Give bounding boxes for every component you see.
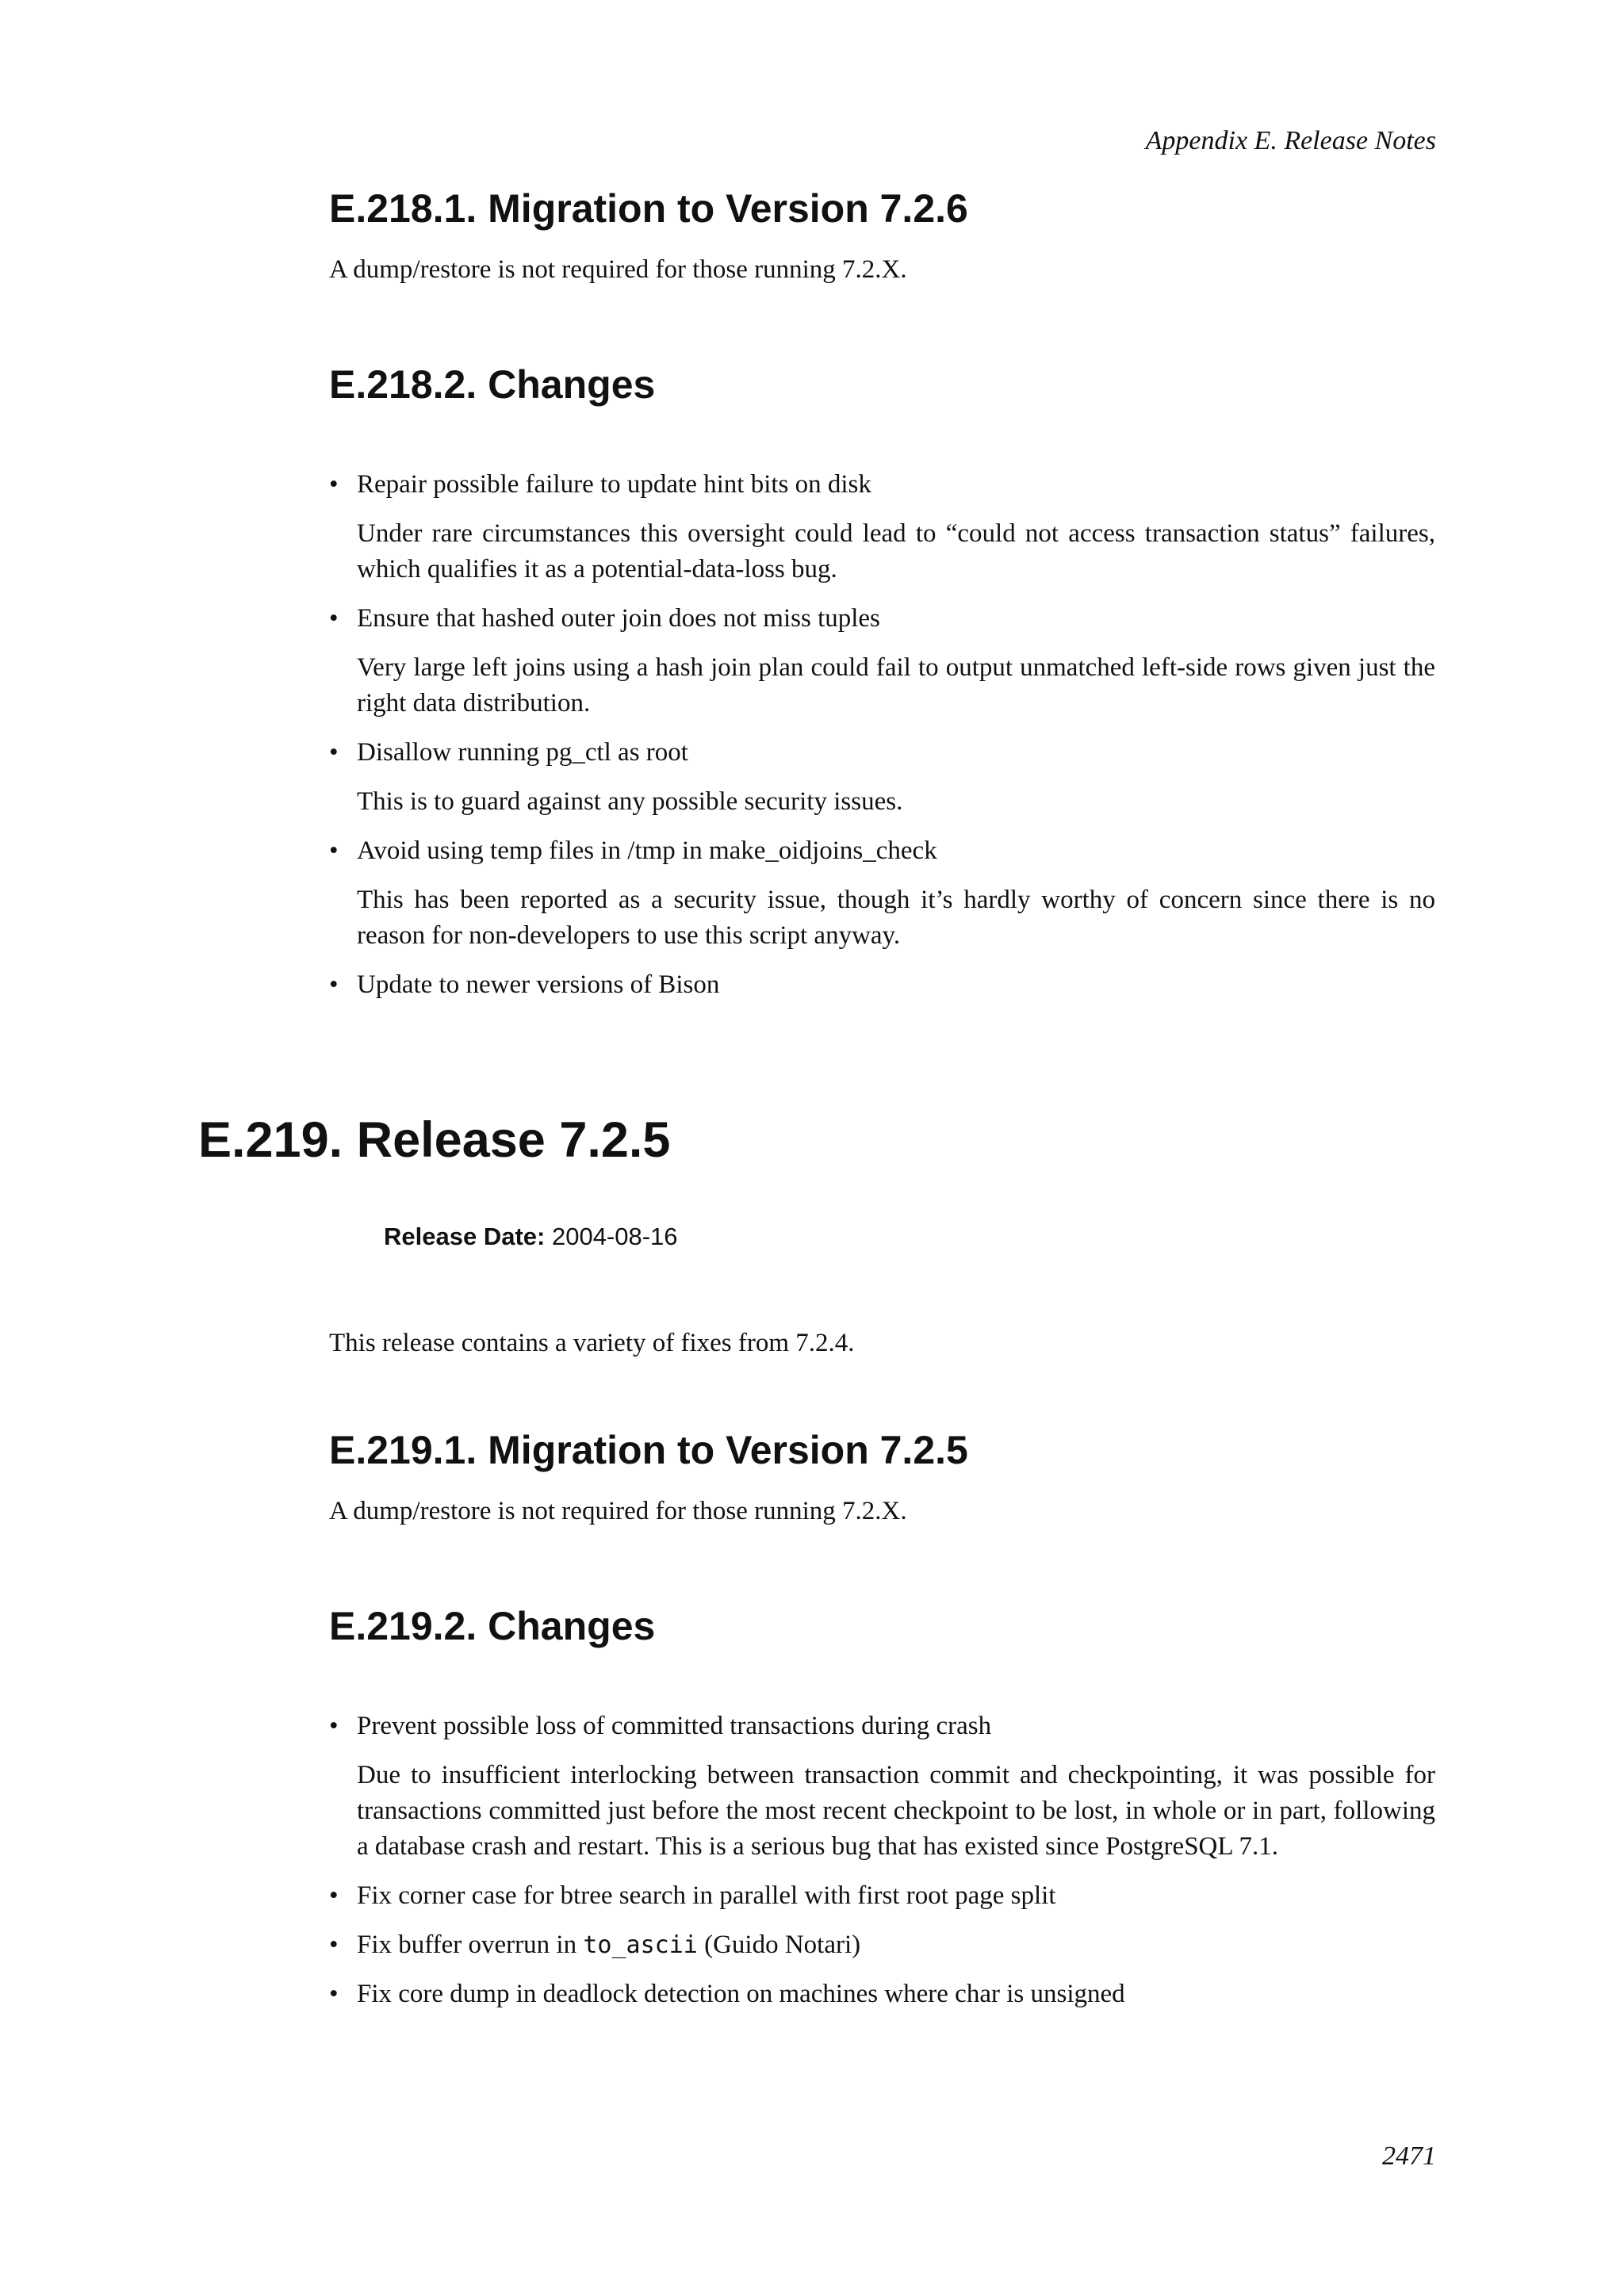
list-item-title: Update to newer versions of Bison	[357, 970, 720, 999]
list-item	[329, 1709, 1435, 1865]
bullet-icon: •	[329, 604, 339, 633]
list-item-title: Fix corner case for btree search in parallel with first root page split	[357, 1881, 1056, 1910]
list-item	[329, 1927, 1435, 1963]
section-heading-e219-2: E.219.2. Changes	[329, 1604, 656, 1648]
page-number: 2471	[1382, 2141, 1436, 2171]
section-heading-e218-1: E.218.1. Migration to Version 7.2.6	[329, 186, 968, 231]
list-item-description: Under rare circumstances this oversight could lead to “could not access transaction status” failures, which qualifies it as a potential-data-loss bug.	[357, 519, 1435, 584]
bullet-icon: •	[329, 970, 339, 999]
running-header: Appendix E. Release Notes	[1145, 126, 1436, 155]
list-item-title: Disallow running pg_ctl as root	[357, 738, 688, 767]
chapter-heading-e219: E.219. Release 7.2.5	[198, 1112, 671, 1168]
list-item	[329, 467, 1435, 587]
list-item	[329, 967, 1435, 1003]
list-item-title-suffix: (Guido Notari)	[697, 1931, 861, 1959]
section-heading-e219-1: E.219.1. Migration to Version 7.2.5	[329, 1428, 968, 1472]
bullet-icon: •	[329, 738, 339, 767]
migration-note-7-2-5: A dump/restore is not required for those running 7.2.X.	[329, 1497, 907, 1525]
list-item-title: Prevent possible loss of committed transactions during crash	[357, 1712, 992, 1740]
bullet-icon: •	[329, 1712, 339, 1740]
migration-note-7-2-6: A dump/restore is not required for those running 7.2.X.	[329, 255, 907, 284]
changes-list-7-2-6	[329, 467, 1435, 1016]
release-intro: This release contains a variety of fixes from 7.2.4.	[329, 1329, 855, 1357]
bullet-icon: •	[329, 836, 339, 865]
bullet-icon: •	[329, 1931, 339, 1959]
list-item-title	[357, 1927, 1435, 1963]
list-item	[329, 833, 1435, 954]
list-item	[329, 1976, 1435, 2012]
list-item-description: This is to guard against any possible security issues.	[357, 787, 903, 816]
function-name-code: to_ascii	[583, 1931, 698, 1959]
list-item-title: Fix core dump in deadlock detection on machines where char is unsigned	[357, 1980, 1125, 2008]
list-item-title: Repair possible failure to update hint bits on disk	[357, 470, 871, 499]
release-date-label: Release Date:	[384, 1223, 546, 1250]
list-item-description: Due to insufficient interlocking between transaction commit and checkpointing, it was possible for transactions committed just before the most recent checkpoint to be lost, in whole or in part, following a database crash and restart. This is a serious bug that has existed since PostgreSQL 7.1.	[357, 1761, 1435, 1861]
list-item	[329, 1878, 1435, 1914]
list-item-title-prefix: Fix buffer overrun in	[357, 1931, 584, 1959]
section-heading-e218-2: E.218.2. Changes	[329, 362, 656, 407]
changes-list-7-2-5	[329, 1709, 1435, 2026]
list-item	[329, 735, 1435, 820]
bullet-icon: •	[329, 1980, 339, 2008]
list-item-description: This has been reported as a security issue, though it’s hardly worthy of concern since there is no reason for non-developers to use this script anyway.	[357, 886, 1435, 950]
release-date-value: 2004-08-16	[551, 1223, 678, 1250]
list-item-description: Very large left joins using a hash join plan could fail to output unmatched left-side rows given just the right data distribution.	[357, 653, 1435, 718]
bullet-icon: •	[329, 1881, 339, 1910]
list-item-title: Avoid using temp files in /tmp in make_oidjoins_check	[357, 836, 937, 865]
bullet-icon: •	[329, 470, 339, 499]
release-date	[384, 1221, 678, 1253]
list-item-title: Ensure that hashed outer join does not miss tuples	[357, 604, 880, 633]
list-item	[329, 601, 1435, 721]
